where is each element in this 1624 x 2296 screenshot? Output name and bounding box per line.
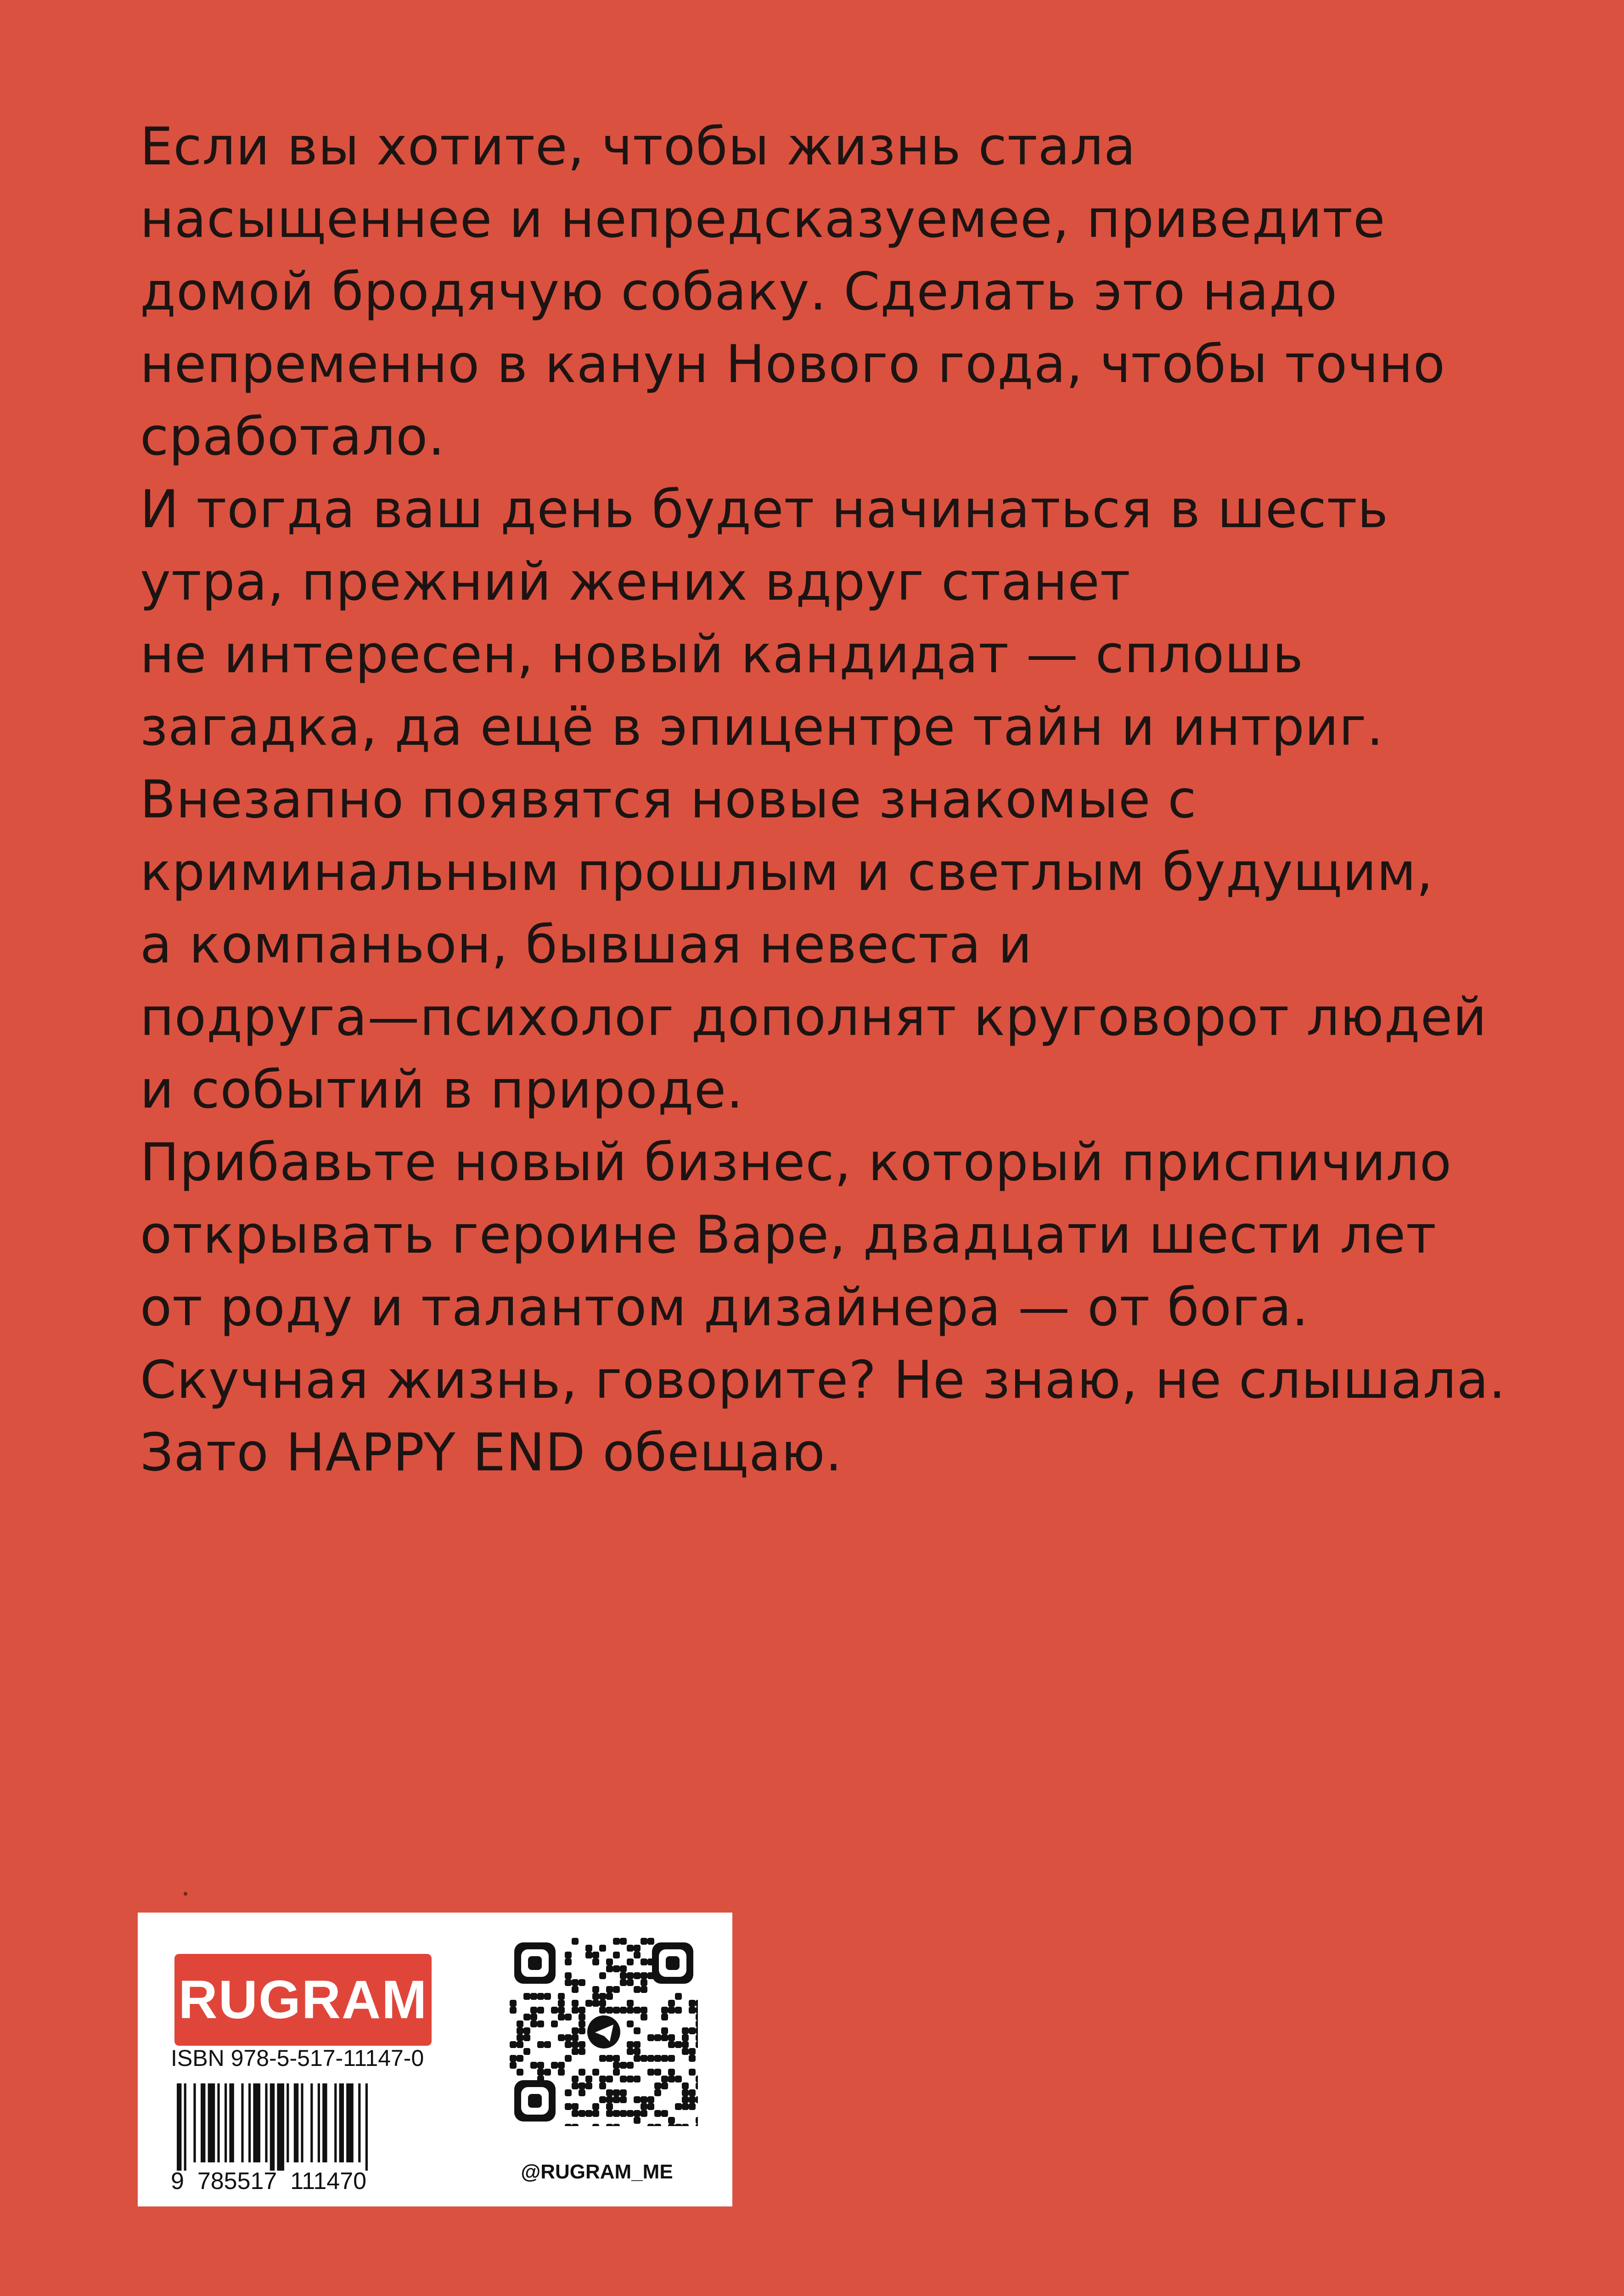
qr-module [572, 2082, 579, 2089]
qr-module [620, 2089, 627, 2096]
qr-module [572, 2110, 579, 2117]
qr-module [641, 2055, 647, 2062]
qr-module [530, 2014, 537, 2020]
qr-module [675, 2124, 682, 2126]
qr-module [565, 2034, 572, 2041]
qr-module [517, 2069, 523, 2076]
barcode-bar [322, 2083, 327, 2162]
qr-module [565, 2041, 572, 2048]
qr-module [661, 2027, 668, 2034]
qr-module [613, 2069, 620, 2076]
barcode-bar [287, 2083, 289, 2162]
qr-module [585, 2000, 592, 2007]
qr-module [682, 2082, 689, 2089]
qr-module [696, 2007, 698, 2014]
qr-module [592, 2110, 599, 2117]
qr-module [634, 2027, 641, 2034]
qr-module [696, 2076, 698, 2082]
qr-module [537, 2069, 544, 2076]
qr-module [523, 2014, 530, 2020]
qr-module [572, 2041, 579, 2048]
qr-module [668, 2076, 675, 2082]
qr-module [620, 2007, 627, 2014]
qr-module [517, 2027, 523, 2034]
qr-module [613, 2062, 620, 2069]
qr-module [696, 2020, 698, 2027]
blurb-line: Если вы хотите, чтобы жизнь стала [140, 116, 1136, 177]
qr-module [689, 2048, 696, 2055]
barcode-bar [277, 2083, 284, 2171]
qr-module [682, 2089, 689, 2096]
qr-module [627, 2000, 634, 2007]
qr-module [641, 1979, 647, 1986]
qr-module [620, 1972, 627, 1979]
barcode-bar [208, 2083, 215, 2162]
qr-module [654, 2034, 661, 2041]
qr-module [592, 1993, 599, 2000]
qr-module [579, 2007, 585, 2014]
qr-module [558, 2034, 565, 2041]
qr-module [544, 1993, 551, 2000]
qr-module [668, 2117, 675, 2124]
qr-module [647, 1938, 654, 1945]
qr-module [654, 2069, 661, 2076]
qr-module [585, 2110, 592, 2117]
qr-module [565, 1972, 572, 1979]
qr-module [696, 2014, 698, 2020]
qr-module [606, 2096, 613, 2103]
telegram-icon [587, 2015, 620, 2048]
qr-module [585, 2082, 592, 2089]
blurb-line: Зато HAPPY END обещаю. [140, 1422, 843, 1483]
barcode-bar [225, 2083, 227, 2162]
qr-module [579, 2110, 585, 2117]
qr-module [592, 1986, 599, 1993]
qr-module [634, 1986, 641, 1993]
qr-module [668, 2055, 675, 2062]
qr-module [510, 2041, 517, 2048]
qr-module [634, 2117, 641, 2124]
qr-module [613, 2089, 620, 2096]
social-handle[interactable]: @RUGRAM_ME [521, 2161, 673, 2183]
qr-module [565, 2103, 572, 2110]
qr-module [599, 1972, 606, 1979]
blurb-line: криминальным прошлым и светлым будущим, [140, 842, 1433, 902]
qr-module [654, 2055, 661, 2062]
qr-module [647, 2103, 654, 2110]
barcode-bar [177, 2083, 181, 2171]
qr-module [661, 2014, 668, 2020]
qr-module [613, 2110, 620, 2117]
qr-module [634, 2007, 641, 2014]
qr-module [613, 1965, 620, 1972]
qr-module [682, 2096, 689, 2103]
qr-module [682, 2124, 689, 2126]
qr-module [696, 2027, 698, 2034]
qr-module [647, 2069, 654, 2076]
qr-module [668, 2000, 675, 2007]
qr-module [517, 2041, 523, 2048]
qr-module [668, 2034, 675, 2041]
qr-module [654, 2124, 661, 2126]
qr-module [565, 2055, 572, 2062]
publisher-logo: RUGRAM [174, 1954, 432, 2046]
qr-module [613, 2055, 620, 2062]
qr-module [661, 2007, 668, 2014]
qr-module [641, 2014, 647, 2020]
qr-module [572, 2076, 579, 2082]
qr-module [641, 1938, 647, 1945]
qr-module [537, 2041, 544, 2048]
qr-module [579, 2069, 585, 2076]
qr-module [696, 2082, 698, 2089]
qr-module [599, 2096, 606, 2103]
qr-module [606, 2055, 613, 2062]
qr-module [544, 2041, 551, 2048]
qr-module [572, 1979, 579, 1986]
blurb-line: непременно в канун Нового года, чтобы точно [140, 334, 1445, 394]
qr-module [661, 2055, 668, 2062]
qr-module [696, 2000, 698, 2007]
qr-module [558, 2007, 565, 2014]
qr-module [654, 2110, 661, 2117]
qr-module [599, 2076, 606, 2082]
blurb-line: Прибавьте новый бизнес, который приспичило [140, 1132, 1452, 1193]
qr-module [675, 2076, 682, 2082]
qr-module [613, 2124, 620, 2126]
qr-module [647, 2034, 654, 2041]
qr-module [523, 1993, 530, 2000]
qr-module [682, 2048, 689, 2055]
barcode-bar [270, 2083, 275, 2171]
qr-module [599, 1993, 606, 2000]
qr-module [689, 2089, 696, 2096]
qr-module [558, 2000, 565, 2007]
qr-module [627, 2007, 634, 2014]
qr-module [530, 1993, 537, 2000]
qr-module [558, 2014, 565, 2020]
qr-module [668, 2124, 675, 2126]
qr-module [620, 1979, 627, 1986]
qr-module [579, 2014, 585, 2020]
qr-module [572, 2034, 579, 2041]
qr-module [682, 2041, 689, 2048]
qr-module [634, 2096, 641, 2103]
qr-module [558, 1993, 565, 2000]
qr-module [647, 1972, 654, 1979]
qr-module [579, 2041, 585, 2048]
qr-module [634, 2041, 641, 2048]
qr-module [641, 2110, 647, 2117]
qr-module [510, 2062, 517, 2069]
qr-module [551, 2007, 558, 2014]
qr-module [579, 2048, 585, 2055]
barcode-icon [177, 2083, 434, 2171]
qr-module [620, 2076, 627, 2082]
qr-module [620, 2096, 627, 2103]
qr-module [530, 2020, 537, 2027]
qr-module [585, 1945, 592, 1952]
qr-module [689, 2027, 696, 2034]
qr-module [606, 1986, 613, 1993]
qr-module [620, 1938, 627, 1945]
qr-module [689, 2000, 696, 2007]
qr-module [579, 1979, 585, 1986]
qr-module [517, 2020, 523, 2027]
barcode-bar [229, 2083, 234, 2162]
isbn-label: ISBN 978-5-517-11147-0 [171, 2045, 424, 2071]
qr-module [641, 1958, 647, 1965]
qr-module [620, 2062, 627, 2069]
barcode-bar [184, 2083, 186, 2171]
qr-module [641, 1972, 647, 1979]
barcode-bar [358, 2083, 360, 2162]
qr-module [654, 2082, 661, 2089]
qr-module [647, 1958, 654, 1965]
blurb-line: И тогда ваш день будет начинаться в шесть [140, 479, 1389, 540]
qr-module [606, 2089, 613, 2096]
qr-module [668, 2007, 675, 2014]
barcode-bar [193, 2083, 196, 2162]
qr-module [661, 2034, 668, 2041]
qr-module [537, 2062, 544, 2069]
qr-module [634, 2055, 641, 2062]
qr-module [572, 2027, 579, 2034]
qr-module [689, 2007, 696, 2014]
qr-module [634, 1972, 641, 1979]
qr-module [579, 2027, 585, 2034]
qr-module [572, 2124, 579, 2126]
qr-module [592, 2069, 599, 2076]
qr-module [647, 2124, 654, 2126]
qr-module [627, 2076, 634, 2082]
blurb-line: насыщеннее и непредсказуемее, приведите [140, 189, 1386, 249]
qr-module [627, 2062, 634, 2069]
qr-module [620, 2110, 627, 2117]
qr-module [558, 2069, 565, 2076]
qr-module [530, 2062, 537, 2069]
qr-module [517, 2034, 523, 2041]
qr-module [592, 2000, 599, 2007]
qr-module [627, 1945, 634, 1952]
blurb-line: утра, прежний жених вдруг станет [140, 551, 1131, 612]
qr-module [523, 2027, 530, 2034]
qr-module [572, 2000, 579, 2007]
qr-module [572, 1938, 579, 1945]
barcode-bar [334, 2083, 337, 2162]
qr-module [627, 2048, 634, 2055]
qr-module [606, 2103, 613, 2110]
qr-module [689, 2096, 696, 2103]
qr-module [606, 1965, 613, 1972]
qr-module [523, 2048, 530, 2055]
qr-module [613, 1986, 620, 1993]
blurb-line: открывать героине Варе, двадцати шести лет [140, 1204, 1437, 1265]
qr-module [675, 2007, 682, 2014]
qr-module [579, 2089, 585, 2096]
qr-module [510, 2007, 517, 2014]
qr-module [606, 1958, 613, 1965]
qr-module [668, 2069, 675, 2076]
qr-module [537, 2007, 544, 2014]
qr-module [565, 1958, 572, 1965]
blurb-line: подруга—психолог дополнят круговорот людей [140, 987, 1487, 1047]
qr-module [565, 2014, 572, 2020]
qr-module [572, 1986, 579, 1993]
qr-module [682, 2034, 689, 2041]
qr-module [585, 1952, 592, 1958]
qr-module [544, 2069, 551, 2076]
blurb-line: не интересен, новый кандидат — сплошь [140, 624, 1304, 685]
qr-module [585, 2076, 592, 2082]
print-speck [184, 1892, 187, 1896]
blurb-line: Внезапно появятся новые знакомые с [140, 769, 1197, 830]
blurb-line: от роду и талантом дизайнера — от бога. [140, 1277, 1309, 1338]
qr-module [675, 2041, 682, 2048]
qr-module [537, 2076, 544, 2082]
qr-module [696, 2096, 698, 2103]
qr-module [613, 2096, 620, 2103]
qr-module [627, 1958, 634, 1965]
barcode-bar [294, 2083, 298, 2162]
barcode-bar [318, 2083, 320, 2162]
qr-module [606, 2110, 613, 2117]
barcode-bar [301, 2083, 303, 2162]
qr-module [634, 1945, 641, 1952]
qr-module [641, 2096, 647, 2103]
qr-module [510, 2055, 517, 2062]
qr-module [661, 2110, 668, 2117]
qr-module [682, 2103, 689, 2110]
qr-module [696, 2041, 698, 2048]
qr-module [620, 1965, 627, 1972]
qr-module [565, 2089, 572, 2096]
qr-module [572, 2048, 579, 2055]
qr-module [599, 2007, 606, 2014]
qr-module [565, 2124, 572, 2126]
qr-module [627, 2110, 634, 2117]
qr-module [668, 2041, 675, 2048]
qr-module [627, 1979, 634, 1986]
blurb-text [140, 110, 1517, 1489]
barcode-digits: 9 785517 111470 [171, 2168, 367, 2195]
qr-module [696, 2034, 698, 2041]
qr-module [551, 2020, 558, 2027]
qr-module [572, 2007, 579, 2014]
blurb-line: сработало. [140, 406, 445, 467]
qr-module [530, 2007, 537, 2014]
qr-module [661, 2076, 668, 2082]
qr-module [551, 2062, 558, 2069]
qr-module [647, 2055, 654, 2062]
qr-module [634, 2110, 641, 2117]
qr-module [579, 2020, 585, 2027]
qr-module [613, 1952, 620, 1958]
qr-module [565, 1979, 572, 1986]
qr-module [641, 1986, 647, 1993]
barcode-bar [310, 2083, 313, 2162]
qr-module [592, 1958, 599, 1965]
qr-module [634, 2048, 641, 2055]
qr-module [606, 2076, 613, 2082]
qr-module [517, 2055, 523, 2062]
barcode-bar [253, 2083, 260, 2162]
qr-module [627, 2041, 634, 2048]
qr-module [523, 2034, 530, 2041]
publisher-info-box [138, 1913, 732, 2206]
qr-module [572, 2103, 579, 2110]
barcode-bar [217, 2083, 219, 2162]
qr-module [661, 2082, 668, 2089]
barcode-bar [339, 2083, 344, 2162]
qr-module [689, 2103, 696, 2110]
qr-module [647, 2096, 654, 2103]
qr-module [689, 2069, 696, 2076]
barcode-bar [346, 2083, 354, 2162]
qr-module [606, 2124, 613, 2126]
barcode-bar [248, 2083, 251, 2162]
barcode-bar [365, 2083, 368, 2171]
qr-module [606, 2007, 613, 2014]
blurb-line: Скучная жизнь, говорите? Не знаю, не слышала. [140, 1350, 1506, 1410]
blurb-line: и событий в природе. [140, 1059, 744, 1120]
qr-module [675, 2103, 682, 2110]
qr-module [537, 2020, 544, 2027]
qr-module [627, 1972, 634, 1979]
barcode-bar [201, 2083, 205, 2162]
qr-module [654, 2089, 661, 2096]
qr-module [634, 2076, 641, 2082]
qr-module [606, 1993, 613, 2000]
qr-code-icon[interactable] [510, 1938, 698, 2126]
qr-module [689, 2055, 696, 2062]
qr-module [537, 1993, 544, 2000]
blurb-line: домой бродячую собаку. Сделать это надо [140, 261, 1338, 322]
barcode-bar [241, 2083, 243, 2162]
qr-module [592, 2103, 599, 2110]
qr-module [592, 1952, 599, 1958]
qr-module [634, 1952, 641, 1958]
qr-module [641, 2007, 647, 2014]
qr-module [641, 2103, 647, 2110]
qr-module [613, 1938, 620, 1945]
qr-module [558, 2062, 565, 2069]
qr-module [599, 2000, 606, 2007]
qr-module [579, 2082, 585, 2089]
qr-module [510, 2000, 517, 2007]
blurb-line: а компаньон, бывшая невеста и [140, 914, 1033, 975]
qr-module [696, 2117, 698, 2124]
qr-module [613, 2007, 620, 2014]
qr-module [627, 2020, 634, 2027]
qr-module [599, 1945, 606, 1952]
qr-module [682, 2027, 689, 2034]
blurb-line: загадка, да ещё в эпицентре тайн и интриг. [140, 697, 1384, 757]
qr-module [675, 1993, 682, 2000]
qr-module [565, 1952, 572, 1958]
qr-module [592, 2124, 599, 2126]
qr-module [599, 2082, 606, 2089]
barcode-bar [265, 2083, 267, 2162]
qr-module [599, 2055, 606, 2062]
